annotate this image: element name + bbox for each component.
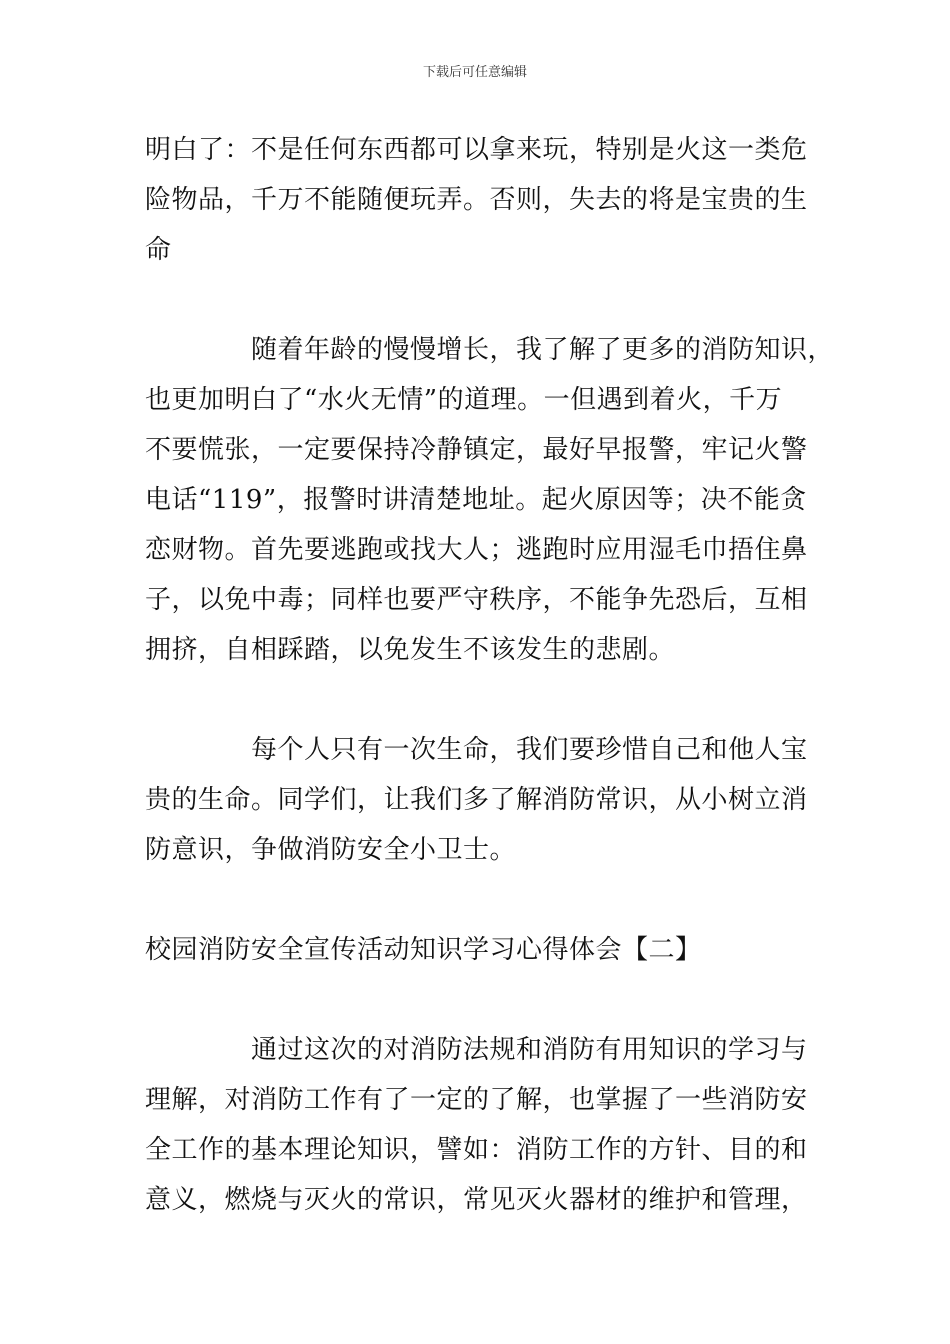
paragraph-4	[145, 1025, 810, 1225]
text-line: 拥挤，自相踩踏，以免发生不该发生的悲剧。	[145, 635, 676, 665]
section-heading	[145, 925, 810, 975]
text-line: 理解，对消防工作有了一定的了解，也掌握了一些消防安	[145, 1085, 808, 1115]
paragraph-1	[145, 125, 810, 275]
paragraph-spacer	[145, 975, 810, 1025]
text-line: 明白了：不是任何东西都可以拿来玩，特别是火这一类危	[145, 135, 808, 165]
text-line: 险物品，千万不能随便玩弄。否则，失去的将是宝贵的生	[145, 185, 808, 215]
text-line: 每个人只有一次生命，我们要珍惜自己和他人宝	[251, 735, 808, 765]
paragraph-spacer	[145, 675, 810, 725]
document-body	[145, 125, 835, 1225]
section-heading-text: 校园消防安全宣传活动知识学习心得体会【二】	[145, 935, 702, 965]
text-line: 也更加明白了“水火无情”的道理。一但遇到着火，千万	[145, 385, 783, 415]
text-line: 随着年龄的慢慢增长，我了解了更多的消防知识，	[251, 335, 835, 365]
paragraph-2	[145, 325, 835, 675]
text-line: 通过这次的对消防法规和消防有用知识的学习与	[251, 1035, 808, 1065]
text-line: 电话“119”，报警时讲清楚地址。起火原因等；决不能贪	[145, 485, 807, 515]
page-header: 下载后可任意编辑	[422, 65, 527, 80]
text-line: 防意识，争做消防安全小卫士。	[145, 835, 517, 865]
text-line: 贵的生命。同学们，让我们多了解消防常识，从小树立消	[145, 785, 808, 815]
text-line: 子，以免中毒；同样也要严守秩序，不能争先恐后，互相	[145, 585, 808, 615]
paragraph-3	[145, 725, 810, 875]
text-line: 恋财物。首先要逃跑或找大人；逃跑时应用湿毛巾捂住鼻	[145, 535, 808, 565]
text-line: 命	[145, 235, 172, 265]
paragraph-spacer	[145, 275, 810, 325]
text-line: 不要慌张，一定要保持冷静镇定，最好早报警，牢记火警	[145, 435, 808, 465]
text-line: 意义，燃烧与灭火的常识，常见灭火器材的维护和管理，	[145, 1185, 808, 1215]
text-line: 全工作的基本理论知识，譬如：消防工作的方针、目的和	[145, 1135, 808, 1165]
paragraph-spacer	[145, 875, 810, 925]
